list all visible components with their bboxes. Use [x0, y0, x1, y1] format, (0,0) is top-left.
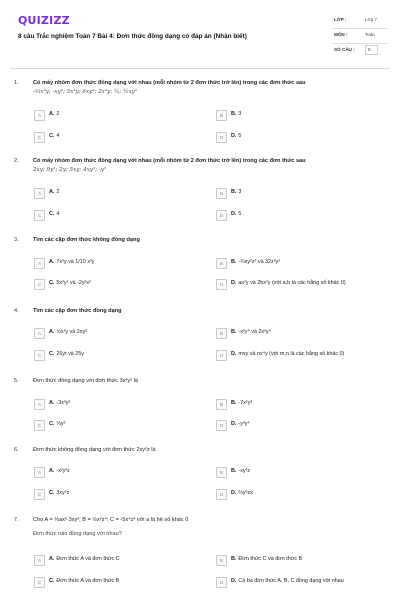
option-letter: C	[34, 577, 45, 588]
meta-row-subject	[332, 29, 388, 44]
meta-key: SỐ CÂU :	[334, 47, 355, 52]
question-expression: 2xy; 9y²; 2y; 5xy; 4xy²; -y²	[33, 167, 107, 173]
option-c[interactable]	[34, 577, 202, 587]
option-d[interactable]	[216, 350, 384, 360]
option-letter: B	[216, 110, 227, 121]
option-letter: D	[216, 577, 227, 588]
question-text: Đơn thức không đồng dạng với đơn thức 2xy²z là	[33, 447, 156, 453]
option-text: B. 3	[231, 189, 242, 195]
option-text: B. -¼xy²z² và 32z²y²	[231, 259, 281, 265]
question-text: Có mấy nhóm đơn thức đồng dạng với nhau (mỗi nhóm từ 2 đơn thức trở lên) trong các đơn thức sau	[33, 80, 306, 86]
question-number: 6.	[14, 447, 19, 453]
option-c[interactable]	[34, 350, 202, 360]
option-text: C. ⅓y²	[49, 421, 66, 427]
question-number: 5.	[14, 378, 19, 384]
question-number: 2.	[14, 158, 19, 164]
option-text: B. -xy²z	[231, 468, 251, 474]
option-letter: D	[216, 132, 227, 143]
question-text: Có mấy nhóm đơn thức đồng dạng với nhau (mỗi nhóm từ 2 đơn thức trở lên) trong các đơn thức sau	[33, 158, 306, 164]
option-text: B. -x²y⁴ và 2x²y⁴	[231, 329, 271, 335]
option-d[interactable]	[216, 132, 384, 142]
meta-row-count	[332, 44, 388, 58]
question-number: 3.	[14, 237, 19, 243]
option-a[interactable]	[34, 110, 202, 120]
option-a[interactable]	[34, 188, 202, 198]
option-a[interactable]	[34, 555, 202, 565]
option-letter: A	[34, 258, 45, 269]
option-text: C. 26yt và 25y	[49, 351, 84, 357]
option-text: C. 4	[49, 133, 60, 139]
option-letter: B	[216, 258, 227, 269]
option-letter: D	[216, 420, 227, 431]
option-d[interactable]	[216, 420, 384, 430]
option-letter: A	[34, 328, 45, 339]
option-text: C. 3xy²z	[49, 490, 70, 496]
option-text: A. Đơn thức A và đơn thức C	[49, 556, 120, 562]
option-d[interactable]	[216, 210, 384, 220]
option-letter: A	[34, 110, 45, 121]
option-letter: D	[216, 279, 227, 290]
quizizz-logo[interactable]: QUIZIZZ	[18, 14, 70, 27]
option-letter: C	[34, 279, 45, 290]
option-letter: C	[34, 210, 45, 221]
option-c[interactable]	[34, 279, 202, 289]
option-a[interactable]	[34, 258, 202, 268]
meta-row-class	[332, 14, 388, 29]
option-letter: A	[34, 188, 45, 199]
option-text: A. 2	[49, 189, 60, 195]
option-text: D. -y³y⁴	[231, 421, 250, 427]
option-text: A. 2	[49, 111, 60, 117]
option-letter: D	[216, 210, 227, 221]
option-text: C. 4	[49, 211, 60, 217]
option-d[interactable]	[216, 279, 384, 289]
option-text: A. -3x³y²	[49, 400, 71, 406]
option-letter: B	[216, 555, 227, 566]
option-letter: C	[34, 420, 45, 431]
option-d[interactable]	[216, 577, 384, 587]
question-text: Cho A = ⅓ax²·3xy²; B = ½x²z⁴; C = -5x⁴z³ với a là hệ số khác 0	[33, 517, 189, 523]
question-text: Tìm các cặp đơn thức đồng dạng	[33, 308, 122, 314]
question-text: Tìm các cặp đơn thức không đồng dạng	[33, 237, 140, 243]
option-text: D. mxy và nx⁴y (với m,n là các hằng số khác 0)	[231, 351, 345, 357]
option-c[interactable]	[34, 420, 202, 430]
option-text: D. ⅔y²zx	[231, 490, 253, 496]
option-b[interactable]	[216, 258, 384, 268]
option-b[interactable]	[216, 188, 384, 198]
question-number: 4.	[14, 308, 19, 314]
option-letter: B	[216, 188, 227, 199]
option-letter: B	[216, 399, 227, 410]
meta-value: Toán	[365, 32, 375, 37]
option-b[interactable]	[216, 467, 384, 477]
option-c[interactable]	[34, 132, 202, 142]
header-divider	[10, 68, 390, 69]
option-b[interactable]	[216, 555, 384, 565]
question-number: 7.	[14, 517, 19, 523]
option-text: A. -x²y²z	[49, 468, 70, 474]
question-subtext: Đơn thức nào đồng dạng với nhau?	[33, 531, 122, 537]
option-text: D. Cả ba đơn thức A, B, C đồng dạng với nhau	[231, 578, 344, 584]
option-text: C. 5x²y² và -2y²x²	[49, 280, 91, 286]
option-letter: C	[34, 350, 45, 361]
option-c[interactable]	[34, 210, 202, 220]
option-text: D. 5	[231, 133, 242, 139]
meta-key: MÔN :	[334, 32, 348, 37]
option-b[interactable]	[216, 110, 384, 120]
option-letter: A	[34, 467, 45, 478]
option-letter: A	[34, 399, 45, 410]
option-text: D. 5	[231, 211, 242, 217]
meta-key: LỚP :	[334, 17, 347, 22]
option-b[interactable]	[216, 328, 384, 338]
option-letter: D	[216, 489, 227, 500]
meta-value: Lớp 7	[365, 17, 377, 22]
option-a[interactable]	[34, 328, 202, 338]
option-letter: C	[34, 489, 45, 500]
option-c[interactable]	[34, 489, 202, 499]
meta-box	[332, 14, 388, 58]
meta-value: 8	[365, 45, 378, 55]
question-expression: -⅔x³y; -xy²; 5x²y; 6xy²; 2x³y; ¼; ½xy²	[33, 89, 138, 95]
option-text: B. Đơn thức C và đơn thức B	[231, 556, 303, 562]
option-text: B. -7x²y³	[231, 400, 253, 406]
option-letter: D	[216, 350, 227, 361]
option-letter: A	[34, 555, 45, 566]
question-text: Đơn thức đồng dạng với đơn thức 3x²y³ là	[33, 378, 138, 384]
option-text: C. Đơn thức A và đơn thức B	[49, 578, 120, 584]
question-number: 1.	[14, 80, 19, 86]
option-d[interactable]	[216, 489, 384, 499]
option-letter: B	[216, 328, 227, 339]
page-title: 8 câu Trắc nghiệm Toán 7 Bài 4: Đơn thức đồng dạng có đáp án (Nhận biết)	[18, 33, 247, 40]
option-text: A. 7x³y và 1/10 x³y	[49, 259, 95, 265]
option-text: B. 3	[231, 111, 242, 117]
option-a[interactable]	[34, 399, 202, 409]
option-text: D. ax²y và 2bx²y (với a,b là các hằng số khác 0)	[231, 280, 346, 286]
option-letter: B	[216, 467, 227, 478]
header	[0, 0, 400, 66]
option-letter: C	[34, 132, 45, 143]
option-text: A. ⅓x²y và 2xy²	[49, 329, 87, 335]
option-a[interactable]	[34, 467, 202, 477]
option-b[interactable]	[216, 399, 384, 409]
